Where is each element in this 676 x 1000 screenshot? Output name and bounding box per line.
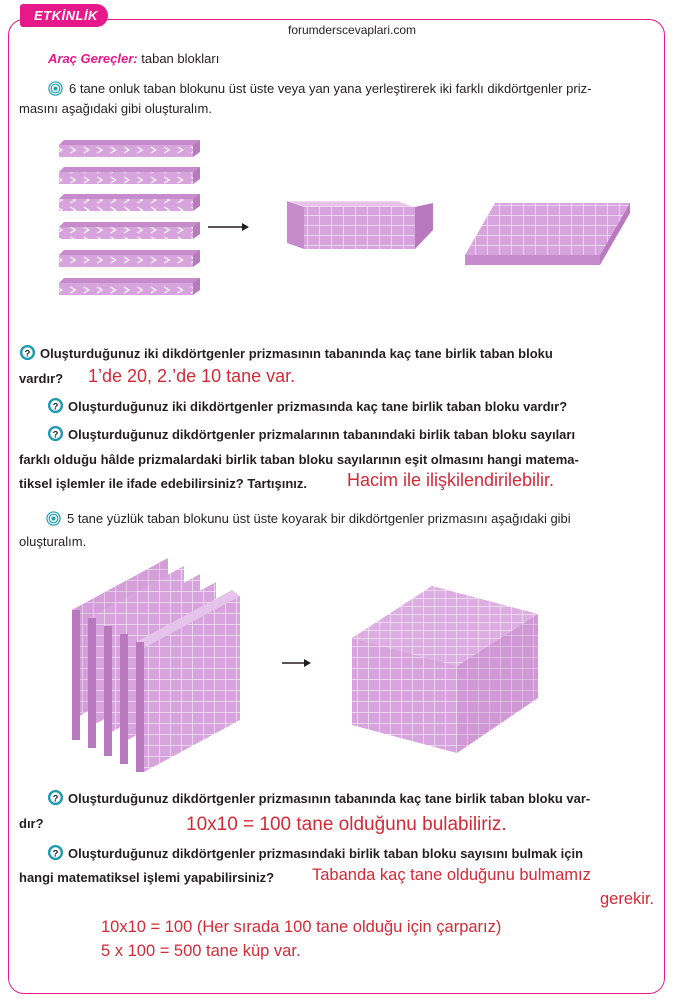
rod-5 <box>59 250 200 267</box>
activity1-intro <box>48 77 660 100</box>
rod-stack <box>59 140 200 295</box>
question-icon <box>47 397 64 414</box>
q3-line3: tiksel işlemler ile ifade edebilirsiniz? Tartışınız. <box>19 476 308 491</box>
q2-text: Oluşturduğunuz iki dikdörtgenler prizmasında kaç tane birlik taban bloku vardır? <box>68 399 568 414</box>
svg-text:?: ? <box>52 793 59 805</box>
question-2 <box>47 394 676 419</box>
intro2-line1: 5 tane yüzlük taban blokunu üst üste koyarak bir dikdörtgenler prizmasını aşağıdaki gibi <box>67 511 571 526</box>
answer-5-line1: Tabanda kaç tane olduğunu bulmamız <box>312 866 591 884</box>
question-icon <box>47 789 64 806</box>
svg-text:?: ? <box>52 848 59 860</box>
answer-5-line2: gerekir. <box>600 890 655 908</box>
q1-line2: vardır? <box>19 371 64 386</box>
materials-label: Araç Gereçler: <box>48 51 138 66</box>
q5-line1: Oluşturduğunuz dikdörtgenler prizmasındaki birlik taban bloku sayısını bulmak için <box>68 846 584 861</box>
prism-flat-wide <box>465 203 630 265</box>
rod-blocks-illustration <box>55 135 645 315</box>
answer-4: 10x10 = 100 tane olduğunu bulabiliriz. <box>186 814 507 835</box>
question-3 <box>47 422 662 447</box>
activity2-intro <box>46 510 660 528</box>
q4-line2: dır? <box>19 816 44 831</box>
intro1-line2: masını aşağıdaki gibi oluşturalım. <box>19 101 212 116</box>
flat-blocks-illustration <box>60 558 560 773</box>
q3-line1: Oluşturduğunuz dikdörtgenler prizmalarının tabanındaki birlik taban bloku sayıları <box>68 427 576 442</box>
q1-line1: Oluşturduğunuz iki dikdörtgenler prizmasının tabanında kaç tane birlik taban bloku <box>40 346 553 361</box>
rod-3 <box>59 194 200 211</box>
question-icon <box>47 425 64 442</box>
prism-flat-tall <box>287 201 433 249</box>
question-4 <box>47 786 662 811</box>
materials-line <box>48 51 219 67</box>
question-icon <box>19 344 36 361</box>
question-5 <box>47 841 662 866</box>
target-icon <box>46 511 61 526</box>
rod-6 <box>59 278 200 295</box>
cube-prism <box>352 586 538 753</box>
rod-1 <box>59 140 200 157</box>
svg-text:?: ? <box>52 401 59 413</box>
calc-line-2: 5 x 100 = 500 tane küp var. <box>101 942 301 960</box>
target-icon <box>48 81 63 96</box>
materials-value: taban blokları <box>141 51 220 66</box>
q4-line1: Oluşturduğunuz dikdörtgenler prizmasının tabanında kaç tane birlik taban bloku var- <box>68 791 591 806</box>
question-icon <box>47 844 64 861</box>
calc-line-1: 10x10 = 100 (Her sırada 100 tane olduğu için çarparız) <box>101 918 502 936</box>
site-name: forumderscevaplari.com <box>288 23 417 37</box>
svg-text:?: ? <box>24 348 31 360</box>
activity-tag: ETKİNLİK <box>20 4 108 27</box>
arrow-right-icon <box>282 659 311 667</box>
q3-line2: farklı olduğu hâlde prizmalardaki birlik taban bloku sayılarının eşit olmasını hangi matema- <box>19 452 579 467</box>
flat-stack <box>72 558 240 772</box>
answer-1: 1’de 20, 2.’de 10 tane var. <box>88 366 296 386</box>
rod-4 <box>59 222 200 239</box>
intro1-line1: 6 tane onluk taban blokunu üst üste veya yan yana yerleştirerek iki farklı dikdörtgenler priz- <box>69 81 592 96</box>
rod-2 <box>59 167 200 184</box>
svg-text:?: ? <box>52 429 59 441</box>
intro2-line2: oluşturalım. <box>19 534 87 549</box>
arrow-right-icon <box>208 223 249 231</box>
q5-line2: hangi matematiksel işlemi yapabilirsiniz? <box>19 870 275 885</box>
answer-3: Hacim ile ilişkilendirilebilir. <box>347 470 555 490</box>
question-1 <box>19 341 659 366</box>
